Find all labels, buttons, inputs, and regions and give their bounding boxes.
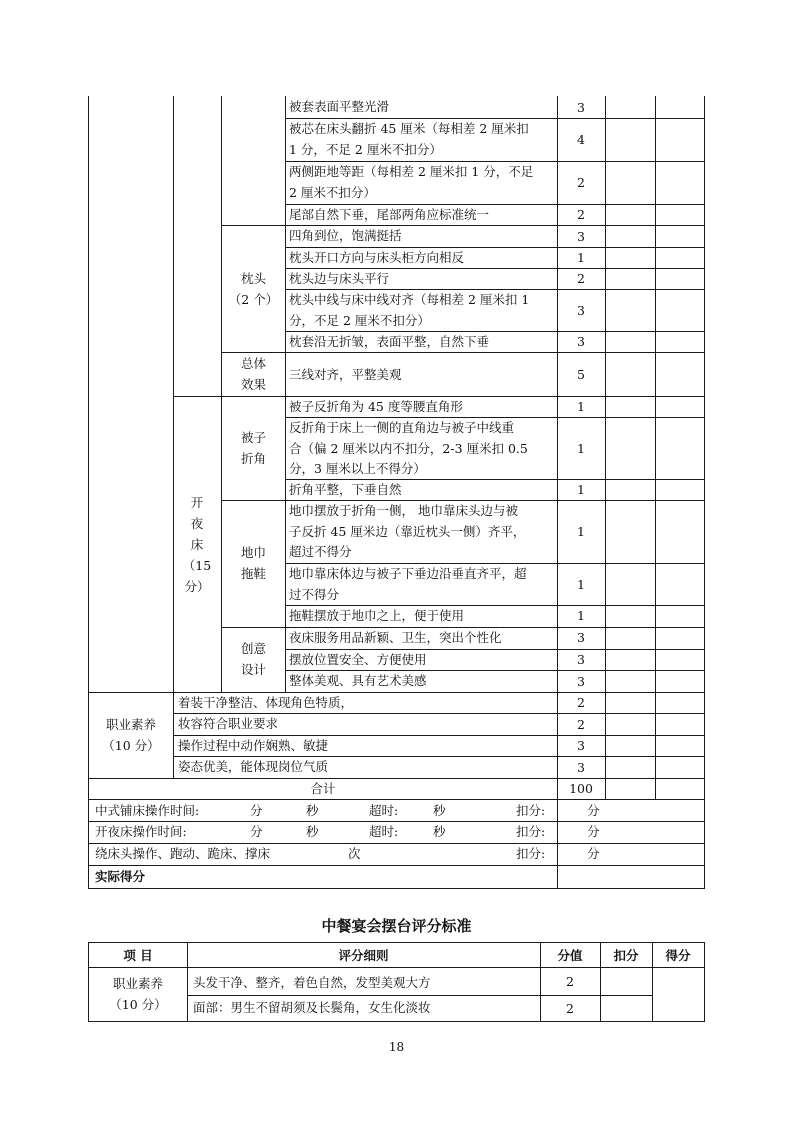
score-cell: 3 — [577, 302, 585, 318]
time-unit: 秒 — [433, 803, 446, 818]
header-detail: 评分细则 — [338, 947, 389, 963]
criterion-text: 分，3 厘米以上不得分） — [289, 461, 426, 476]
criterion-text: 两侧距地等距（每相差 2 厘米扣 1 分，不足 — [289, 164, 534, 179]
deduct-unit: 分 — [587, 803, 600, 818]
criterion-text: 合（偏 2 厘米以内不扣分，2-3 厘米扣 0.5 — [289, 441, 528, 456]
header-deduct: 扣分 — [613, 947, 639, 963]
criterion-text: 整体美观、具有艺术美感 — [289, 673, 427, 688]
criterion-text: 枕头中线与床中线对齐（每相差 2 厘米扣 1 — [289, 292, 530, 307]
table-rule — [605, 96, 606, 800]
criterion-text: 操作过程中动作娴熟、敏捷 — [178, 738, 329, 753]
score-cell: 2 — [577, 207, 585, 222]
time-label: 中式铺床操作时间: — [95, 803, 200, 818]
criterion-text: 1 分，不足 2 厘米不扣分） — [289, 142, 442, 157]
score-cell: 3 — [577, 738, 585, 753]
criterion-text: 被套表面平整光滑 — [289, 99, 390, 114]
criterion-text: 四角到位，饱满挺括 — [289, 228, 402, 243]
criterion-text: 妆容符合职业要求 — [178, 716, 279, 731]
criterion-text: 头发干净、整齐，着色自然，发型美观大方 — [193, 975, 431, 990]
criterion-text: 枕头开口方向与床头柜方向相反 — [289, 250, 465, 265]
score-cell: 2 — [577, 695, 585, 710]
criterion-text: 反折角于床上一侧的直角边与被子中线重 — [289, 420, 515, 435]
score-cell: 2 — [566, 1000, 574, 1016]
criterion-text: 姿态优美，能体现岗位气质 — [178, 759, 329, 774]
table-rule — [88, 865, 705, 866]
criterion-text: 子反折 45 厘米边（靠近枕头一侧）齐平， — [289, 524, 526, 539]
deduct-label: 扣分: — [516, 824, 546, 839]
score-cell: 3 — [577, 759, 585, 775]
criterion-text: 面部：男生不留胡须及长鬓角，女生化淡妆 — [193, 1000, 431, 1015]
criterion-text: 折角平整，下垂自然 — [289, 482, 402, 497]
criterion-text: 被芯在床头翻折 45 厘米（每相差 2 厘米扣 — [289, 121, 529, 136]
violation-label: 绕床头操作、跑动、跪床、撑床 — [95, 846, 271, 861]
criterion-text: 超过不得分 — [289, 544, 352, 559]
score-cell: 1 — [577, 523, 585, 539]
score-cell: 1 — [577, 608, 585, 623]
actual-score-label: 实际得分 — [95, 869, 146, 884]
criterion-text: 着装干净整洁、体现角色特质， — [178, 695, 354, 710]
overtime-label: 超时: — [369, 803, 399, 818]
deduct-label: 扣分: — [516, 803, 546, 818]
table-rule — [704, 942, 705, 1022]
score-cell: 3 — [577, 673, 585, 689]
header-get: 得分 — [665, 947, 691, 963]
score-cell: 3 — [577, 630, 585, 645]
score-cell: 2 — [577, 174, 585, 190]
time-unit: 分 — [250, 803, 263, 818]
criterion-text: 2 厘米不扣分） — [289, 185, 376, 200]
criterion-text: 三线对齐，平整美观 — [289, 367, 402, 382]
score-cell: 1 — [577, 440, 585, 456]
criterion-text: 分，不足 2 厘米不扣分） — [289, 313, 430, 328]
score-cell: 1 — [577, 482, 585, 497]
violation-unit: 次 — [348, 846, 361, 861]
deduct-label: 扣分: — [516, 846, 546, 861]
mat-label: 地巾 拖鞋 — [240, 545, 266, 581]
criterion-text: 枕套沿无折皱，表面平整，自然下垂 — [289, 334, 490, 349]
total-label: 合计 — [310, 781, 336, 796]
deduct-unit: 分 — [587, 846, 600, 861]
score-cell: 3 — [577, 334, 585, 349]
prof-label: 职业素养 （10 分） — [109, 976, 167, 1012]
criterion-text: 枕头边与床头平行 — [289, 271, 390, 286]
criterion-text: 拖鞋摆放于地巾之上，便于使用 — [289, 608, 465, 623]
creative-label: 创意 设计 — [240, 641, 266, 677]
section-title: 中餐宴会摆台评分标准 — [321, 917, 472, 935]
time-unit: 分 — [250, 824, 263, 839]
score-cell: 5 — [577, 366, 585, 382]
criterion-text: 地巾靠床体边与被子下垂边沿垂直齐平，超 — [289, 566, 527, 581]
criterion-text: 地巾摆放于折角一侧， 地巾靠床头边与被 — [289, 503, 518, 518]
overall-label: 总体 效果 — [240, 356, 266, 392]
score-cell: 1 — [577, 250, 585, 265]
time-unit: 秒 — [433, 824, 446, 839]
header-score: 分值 — [557, 947, 583, 963]
table-rule — [655, 96, 656, 800]
criterion-text: 被子反折角为 45 度等腰直角形 — [289, 399, 463, 414]
criterion-text: 摆放位置安全、方便使用 — [289, 652, 427, 667]
table-rule — [88, 888, 705, 889]
fold-label: 被子 折角 — [240, 430, 266, 466]
table-rule — [221, 352, 705, 353]
score-cell: 3 — [577, 99, 585, 115]
criterion-text: 过不得分 — [289, 587, 340, 602]
score-cell: 2 — [577, 271, 585, 286]
score-cell: 4 — [577, 131, 585, 147]
table-rule — [285, 96, 286, 693]
table-rule — [88, 1021, 705, 1022]
criterion-text: 尾部自然下垂，尾部两角应标准统一 — [289, 207, 490, 222]
prof-label: 职业素养 （10 分） — [102, 717, 160, 753]
page-number: 18 — [388, 1040, 405, 1054]
score-cell: 1 — [577, 399, 585, 414]
pillow-label: 枕头 （2 个） — [228, 270, 279, 307]
total-score: 100 — [569, 781, 593, 796]
overtime-label: 超时: — [369, 824, 399, 839]
score-cell: 3 — [577, 652, 585, 667]
score-cell: 2 — [577, 716, 585, 732]
criterion-text: 夜床服务用品新颖、卫生，突出个性化 — [289, 630, 502, 645]
score-cell: 2 — [566, 973, 574, 989]
deduct-unit: 分 — [587, 824, 600, 839]
score-cell: 3 — [577, 228, 585, 244]
time-unit: 秒 — [306, 824, 319, 839]
time-unit: 秒 — [306, 803, 319, 818]
turndown-label: 开 夜 床 （15 分） — [182, 494, 212, 594]
header-item: 项 目 — [123, 947, 153, 963]
table-rule — [704, 96, 705, 889]
score-cell: 1 — [577, 576, 585, 592]
time-label: 开夜床操作时间: — [95, 824, 187, 839]
